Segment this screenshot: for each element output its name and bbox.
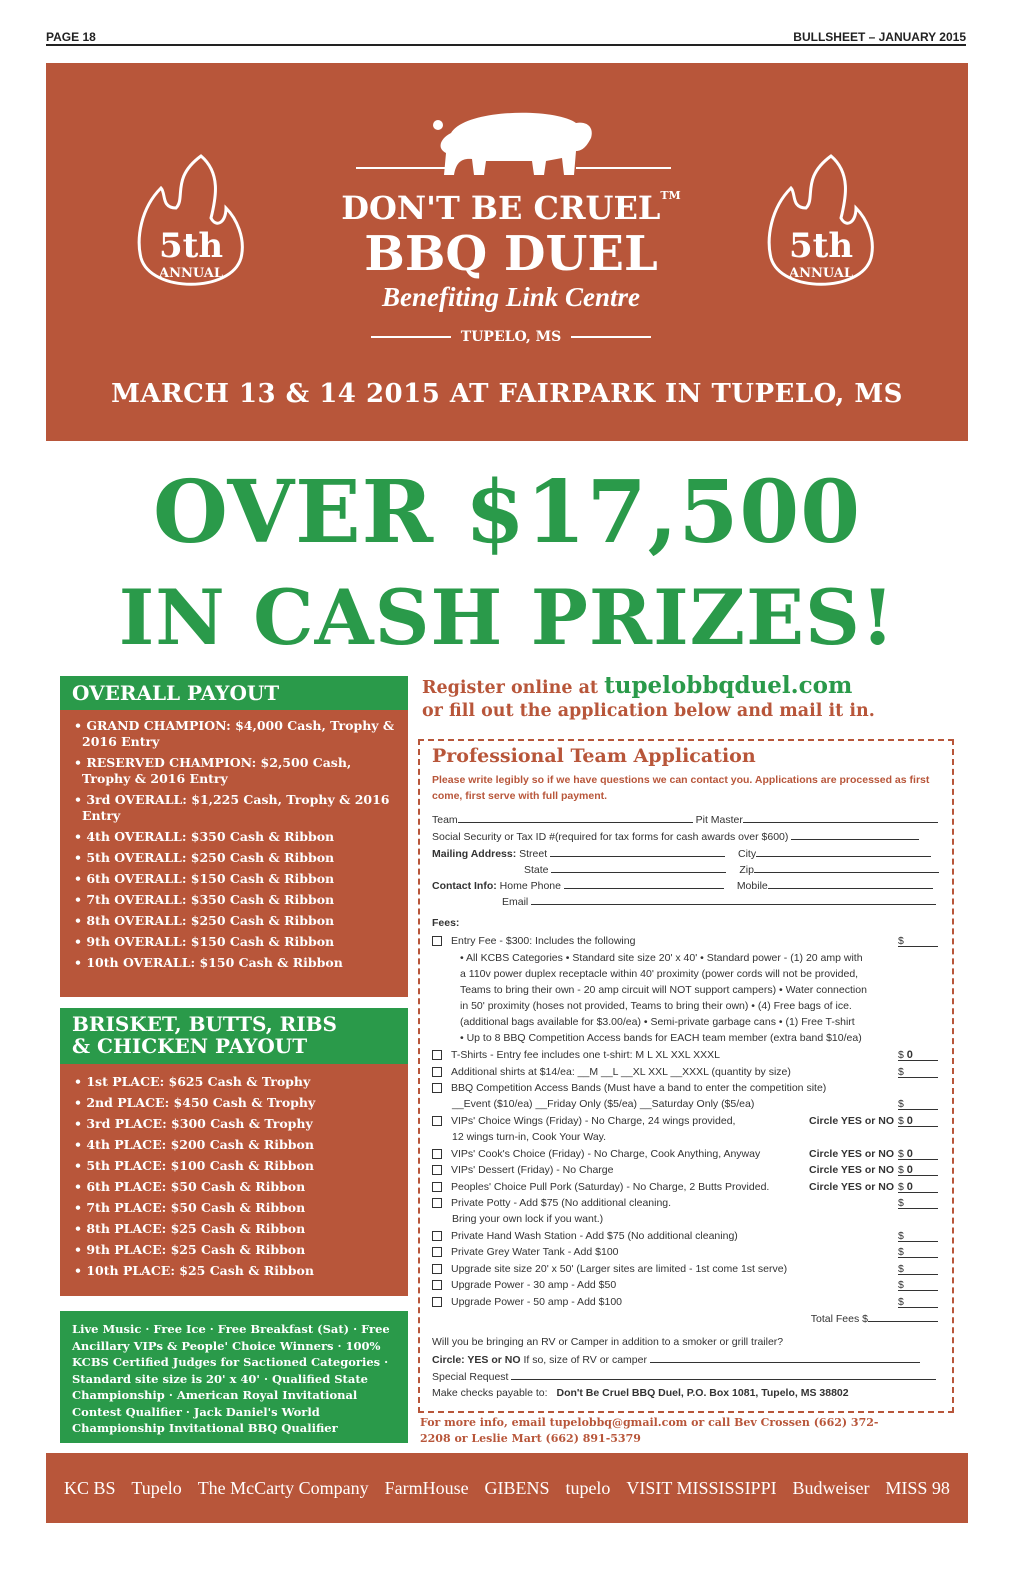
street-field[interactable] <box>550 847 725 857</box>
sponsor-logo: tupelo <box>565 1477 611 1498</box>
category-title-line1: BRISKET, BUTTS, RIBS <box>72 1012 337 1036</box>
power-50-checkbox[interactable] <box>432 1297 442 1307</box>
overall-payout-item: • 5th OVERALL: $250 Cash & Ribbon <box>74 850 335 865</box>
form-title: Professional Team Application <box>432 745 756 767</box>
dessert-row: VIPs' Dessert (Friday) - No Charge Circle YES or NO $ 0 <box>432 1164 938 1178</box>
category-payout-item: • 10th PLACE: $25 Cash & Ribbon <box>74 1263 314 1278</box>
wings-amount[interactable]: $ 0 <box>898 1115 938 1127</box>
category-payout-item: • 6th PLACE: $50 Cash & Ribbon <box>74 1179 306 1194</box>
advertisement <box>46 63 968 1523</box>
hand-wash-checkbox[interactable] <box>432 1231 442 1241</box>
category-payout-item: • 2nd PLACE: $450 Cash & Trophy <box>74 1095 316 1110</box>
application-form <box>418 739 954 1413</box>
checks-payable-row: Make checks payable to: Don't Be Cruel BBQ Duel, P.O. Box 1081, Tupelo, MS 38802 <box>432 1387 849 1399</box>
potty-detail: Bring your own lock if you want.) <box>452 1213 604 1225</box>
category-payout-item: • 4th PLACE: $200 Cash & Ribbon <box>74 1137 314 1152</box>
publication-title: BULLSHEET – JANUARY 2015 <box>793 30 966 44</box>
potty-row: Private Potty - Add $75 (No additional cleaning. $ <box>432 1197 938 1211</box>
grey-water-checkbox[interactable] <box>432 1247 442 1257</box>
event-banner <box>46 63 968 441</box>
features-box: Live Music · Free Ice · Free Breakfast (Sat) · Free Ancillary VIPs & People' Choice Winners · 100% KCBS Certified Judges for Sactioned Categories · Standard site size is 20' x 40' · Qualified State Championship · American Royal Invitational Contest Qualifier · Jack Daniel's World Championship Invitational BBQ Qualifier <box>60 1311 408 1443</box>
entry-fee-row: Entry Fee - $300: Includes the following $ <box>432 935 938 949</box>
category-payout-title <box>60 1008 408 1064</box>
team-field[interactable] <box>458 813 693 823</box>
prize-headline: OVER $17,500 <box>152 462 862 563</box>
mobile-field[interactable] <box>768 879 933 889</box>
total-fees-row: Total Fees $ <box>432 1312 938 1326</box>
category-payout-list <box>60 1064 408 1296</box>
overall-payout-item: • 9th OVERALL: $150 Cash & Ribbon <box>74 934 335 949</box>
cooks-choice-checkbox[interactable] <box>432 1149 442 1159</box>
event-title-line2: BBQ DUEL <box>364 226 658 282</box>
anniversary-badge-left <box>131 148 251 308</box>
cooks-choice-row: VIPs' Cook's Choice (Friday) - No Charge, Cook Anything, Anyway Circle YES or NO $ 0 <box>432 1148 938 1162</box>
entry-detail: (additional bags available for $3.00/ea) • Semi-private garbage cans • (1) Free T-shirt <box>460 1016 855 1028</box>
wings-row: VIPs' Choice Wings (Friday) - No Charge, 24 wings provided, Circle YES or NO $ 0 <box>432 1115 938 1129</box>
bands-checkbox[interactable] <box>432 1083 442 1093</box>
overall-payout-item: • GRAND CHAMPION: $4,000 Cash, Trophy & 2016 Entry <box>74 718 395 749</box>
tshirt-row: T-Shirts - Entry fee includes one t-shirt: M L XL XXL XXXL $ 0 <box>432 1049 938 1063</box>
pulled-pork-row: Peoples' Choice Pull Pork (Saturday) - No Charge, 2 Butts Provided. Circle YES or NO $ 0 <box>432 1181 938 1195</box>
team-row: Team Pit Master <box>432 813 938 827</box>
upgrade-site-checkbox[interactable] <box>432 1264 442 1274</box>
hand-wash-amount[interactable]: $ <box>898 1230 938 1242</box>
email-field[interactable] <box>531 895 936 905</box>
entry-detail: Teams to bring their own - 20 amp circuit will NOT support campers) • Water connection <box>460 984 867 996</box>
state-field[interactable] <box>551 863 726 873</box>
additional-shirts-amount[interactable]: $ <box>898 1066 938 1078</box>
overall-payout-item: • 8th OVERALL: $250 Cash & Ribbon <box>74 913 335 928</box>
page-number: PAGE 18 <box>46 30 96 44</box>
category-payout-item: • 7th PLACE: $50 Cash & Ribbon <box>74 1200 306 1215</box>
wings-detail: 12 wings turn-in, Cook Your Way. <box>452 1131 607 1143</box>
fees-label: Fees: <box>432 917 460 929</box>
event-subtitle: Benefiting Link Centre <box>381 282 641 312</box>
category-payout-item: • 9th PLACE: $25 Cash & Ribbon <box>74 1242 306 1257</box>
sponsor-logo: FarmHouse <box>384 1477 469 1498</box>
divider-right <box>576 167 671 169</box>
sponsor-logo: KC BS <box>63 1477 116 1498</box>
anniversary-badge-right <box>761 148 881 308</box>
rv-question: Will you be bringing an RV or Camper in addition to a smoker or grill trailer? <box>432 1336 784 1348</box>
power-50-row: Upgrade Power - 50 amp - Add $100 $ <box>432 1296 938 1310</box>
dessert-amount[interactable]: $ 0 <box>898 1164 938 1176</box>
pulled-pork-amount[interactable]: $ 0 <box>898 1181 938 1193</box>
tshirt-amount[interactable]: $ 0 <box>898 1049 938 1061</box>
entry-detail: in 50' proximity (hoses not provided, Teams to bring their own) • (4) Free bags of ice. <box>460 1000 852 1012</box>
zip-field[interactable] <box>754 863 939 873</box>
event-location: TUPELO, MS <box>326 329 696 345</box>
potty-checkbox[interactable] <box>432 1198 442 1208</box>
power-30-amount[interactable]: $ <box>898 1279 938 1291</box>
entry-fee-amount[interactable]: $ <box>898 935 938 947</box>
city-field[interactable] <box>756 847 931 857</box>
sponsor-logo: VISIT MISSISSIPPI <box>626 1477 777 1498</box>
tshirt-checkbox[interactable] <box>432 1050 442 1060</box>
upgrade-site-row: Upgrade site size 20' x 50' (Larger sites are limited - 1st come 1st serve) $ <box>432 1263 938 1277</box>
state-row: State Zip <box>432 863 938 877</box>
badge-number: 5th <box>158 226 224 266</box>
special-request-field[interactable] <box>511 1370 936 1380</box>
rv-size-field[interactable] <box>650 1353 920 1363</box>
sponsor-logo: Budweiser <box>792 1477 870 1498</box>
bands-options-row: __Event ($10/ea) __Friday Only ($5/ea) __Saturday Only ($5/ea) $ <box>452 1098 938 1112</box>
entry-fee-checkbox[interactable] <box>432 936 442 946</box>
bands-row: BBQ Competition Access Bands (Must have a band to enter the competition site) <box>432 1082 938 1096</box>
register-line: Register online at tupelobbqduel.com <box>422 672 853 699</box>
rv-row: Circle: YES or NO If so, size of RV or camper <box>432 1353 938 1367</box>
power-30-checkbox[interactable] <box>432 1280 442 1290</box>
badge-label: ANNUAL <box>788 266 854 281</box>
overall-payout-item: • RESERVED CHAMPION: $2,500 Cash, Trophy & 2016 Entry <box>74 755 352 786</box>
prize-subheadline: IN CASH PRIZES! <box>118 573 896 662</box>
sponsor-logo: Tupelo <box>131 1477 182 1498</box>
bands-amount[interactable]: $ <box>898 1098 938 1110</box>
form-instructions: Please write legibly so if we have questions we can contact you. Applications are processed as first come, first serve with full payment. <box>432 774 930 802</box>
pit-master-field[interactable] <box>743 813 938 823</box>
category-payout-item: • 5th PLACE: $100 Cash & Ribbon <box>74 1158 314 1173</box>
badge-label: ANNUAL <box>158 266 224 281</box>
additional-shirts-row: Additional shirts at $14/ea: __M __L __XL XXL __XXXL (quantity by size) $ <box>432 1066 938 1080</box>
power-30-row: Upgrade Power - 30 amp - Add $50 $ <box>432 1279 938 1293</box>
pulled-pork-checkbox[interactable] <box>432 1182 442 1192</box>
event-title-line1: DON'T BE CRUEL™ <box>341 189 681 227</box>
grey-water-row: Private Grey Water Tank - Add $100 $ <box>432 1246 938 1260</box>
mailing-row: Mailing Address: Street City <box>432 847 938 861</box>
ssn-field[interactable] <box>791 830 919 840</box>
total-fees-field[interactable] <box>868 1312 938 1322</box>
potty-amount[interactable]: $ <box>898 1197 938 1209</box>
sponsor-logos <box>46 1453 968 1523</box>
upgrade-site-amount[interactable]: $ <box>898 1263 938 1275</box>
category-title-line2: & CHICKEN PAYOUT <box>72 1034 308 1058</box>
sponsor-logo: MISS 98 <box>885 1477 950 1498</box>
special-request-row: Special Request <box>432 1370 938 1384</box>
category-payout-item: • 3rd PLACE: $300 Cash & Trophy <box>74 1116 313 1131</box>
entry-detail: a 110v power duplex receptacle within 40' proximity (power cords will not be provided, <box>460 968 859 980</box>
category-payout-item: • 1st PLACE: $625 Cash & Trophy <box>74 1074 311 1089</box>
overall-payout-item: • 4th OVERALL: $350 Cash & Ribbon <box>74 829 335 844</box>
entry-detail: • Up to 8 BBQ Competition Access bands for EACH team member (extra band $10/ea) <box>460 1032 862 1044</box>
cooks-choice-amount[interactable]: $ 0 <box>898 1148 938 1160</box>
divider-left <box>356 167 451 169</box>
hand-wash-row: Private Hand Wash Station - Add $75 (No additional cleaning) $ <box>432 1230 938 1244</box>
overall-payout-item: • 6th OVERALL: $150 Cash & Ribbon <box>74 871 335 886</box>
overall-payout-item: • 3rd OVERALL: $1,225 Cash, Trophy & 2016 Entry <box>74 792 390 823</box>
overall-payout-list <box>60 710 408 997</box>
event-date: MARCH 13 & 14 2015 AT FAIRPARK IN TUPELO, MS <box>111 379 903 409</box>
register-note: or fill out the application below and mail it in. <box>422 701 875 721</box>
entry-detail: • All KCBS Categories • Standard site size 20' x 40' • Standard power - (1) 20 amp with <box>460 952 863 964</box>
wings-checkbox[interactable] <box>432 1116 442 1126</box>
badge-number: 5th <box>788 226 854 266</box>
overall-payout-title: OVERALL PAYOUT <box>60 676 408 710</box>
contact-info: For more info, email tupelobbq@gmail.com or call Bev Crossen (662) 372-2208 or Leslie Mart (662) 891-5379 <box>420 1416 879 1445</box>
sponsor-logo: GIBENS <box>484 1477 550 1498</box>
dessert-checkbox[interactable] <box>432 1165 442 1175</box>
overall-payout-item: • 7th OVERALL: $350 Cash & Ribbon <box>74 892 335 907</box>
email-row: Email <box>432 895 938 909</box>
ssn-row: Social Security or Tax ID #(required for tax forms for cash awards over $600) <box>432 830 938 844</box>
register-url[interactable]: tupelobbqduel.com <box>604 672 853 699</box>
power-50-amount[interactable]: $ <box>898 1296 938 1308</box>
sponsor-logo: The McCarty Company <box>197 1477 369 1498</box>
grey-water-amount[interactable]: $ <box>898 1246 938 1258</box>
home-phone-field[interactable] <box>564 879 724 889</box>
additional-shirts-checkbox[interactable] <box>432 1067 442 1077</box>
overall-payout-item: • 10th OVERALL: $150 Cash & Ribbon <box>74 955 343 970</box>
pig-icon <box>426 103 596 183</box>
contact-row: Contact Info: Home Phone Mobile <box>432 879 938 893</box>
category-payout-item: • 8th PLACE: $25 Cash & Ribbon <box>74 1221 306 1236</box>
page-header <box>46 30 966 46</box>
